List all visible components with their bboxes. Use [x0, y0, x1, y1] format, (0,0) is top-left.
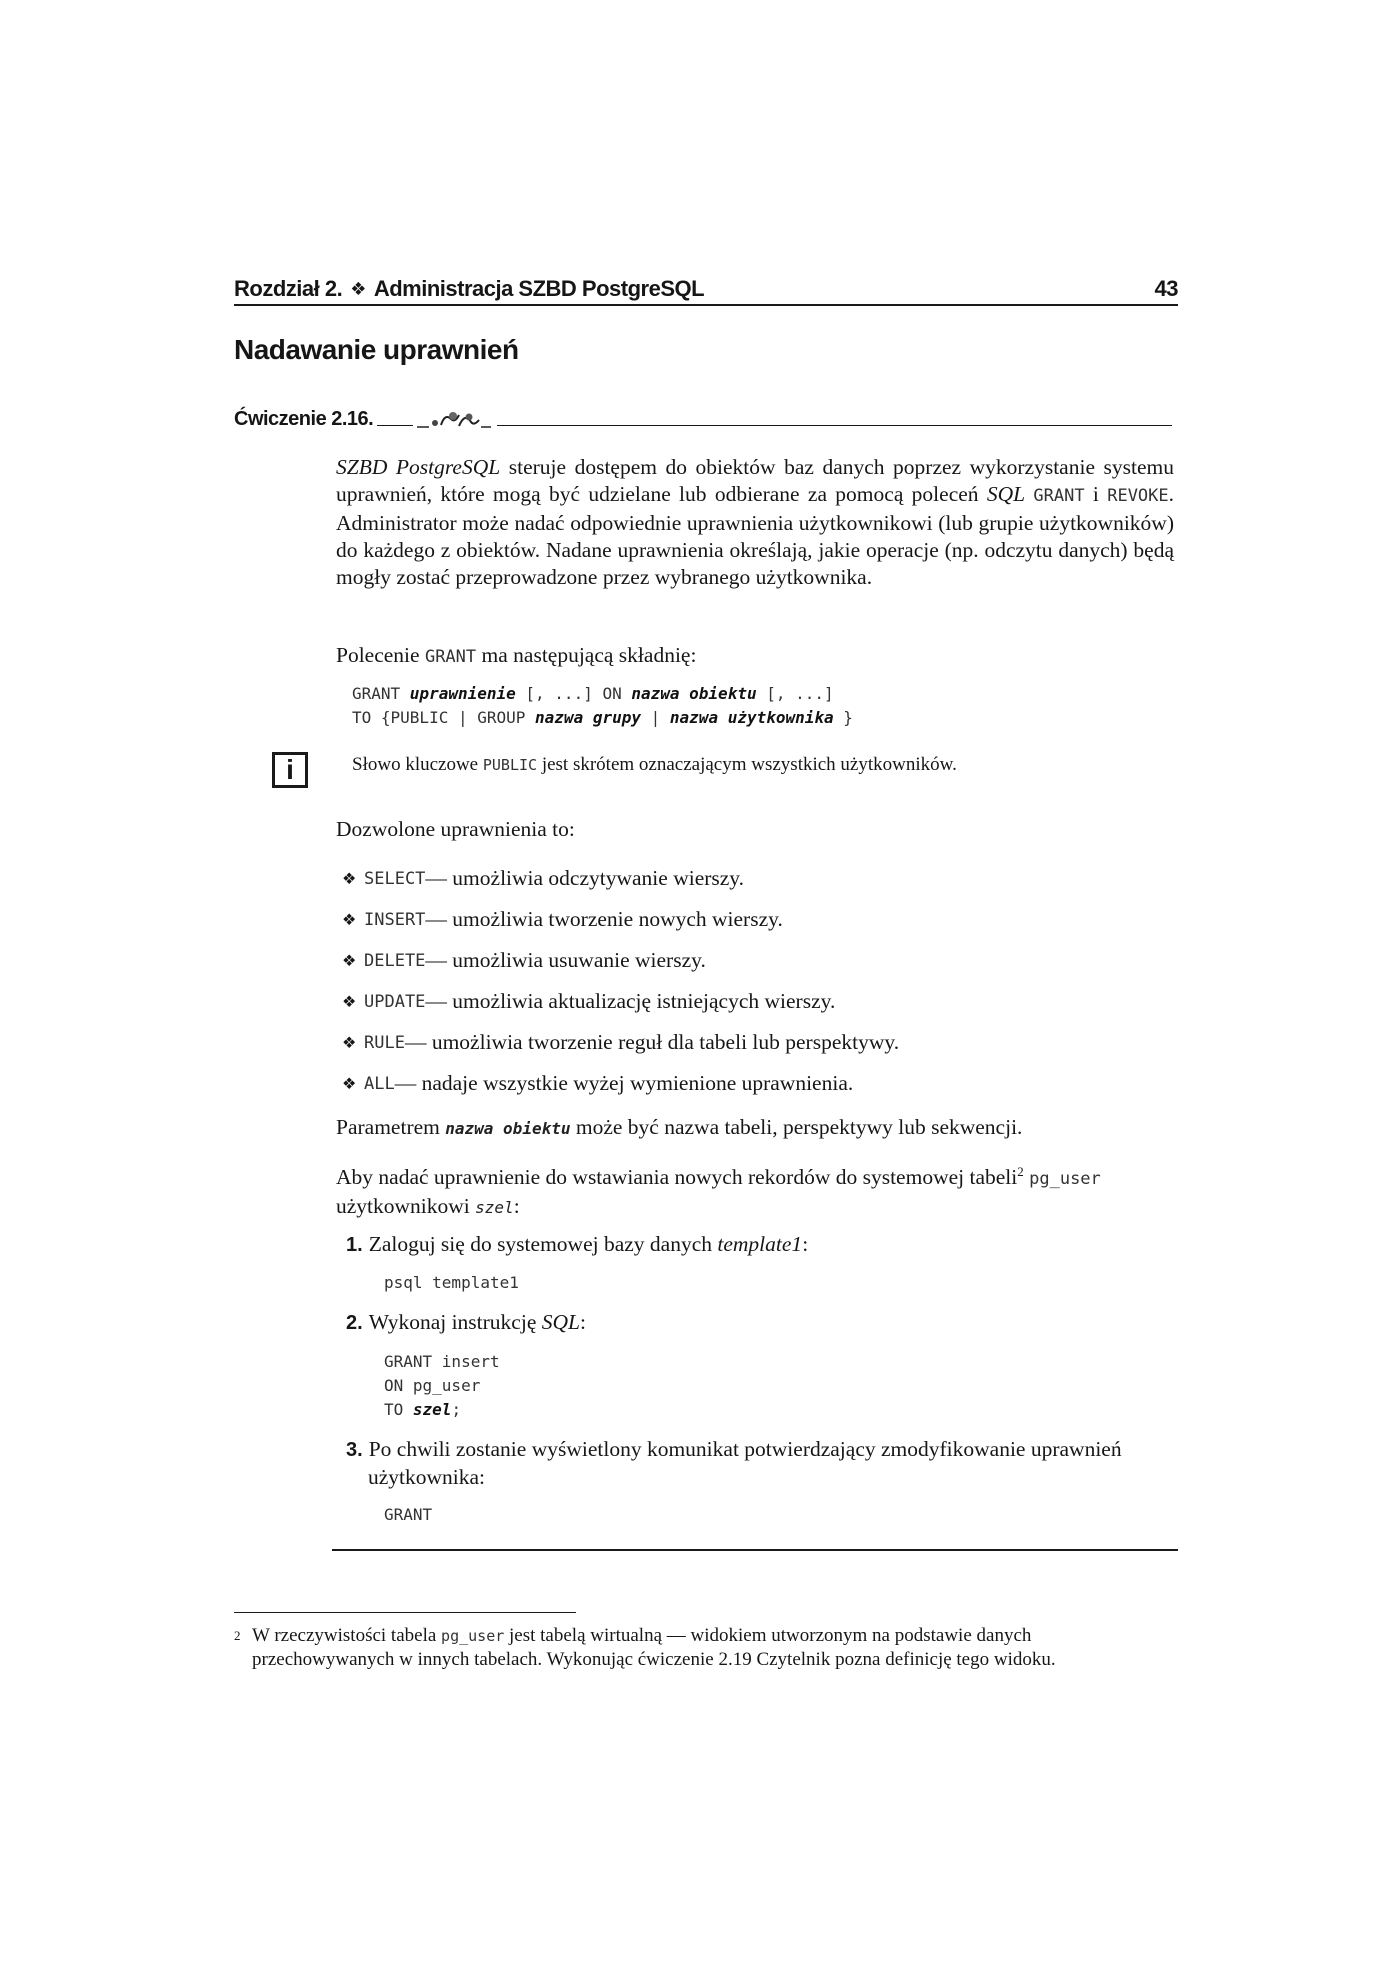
example-pre: Aby nadać uprawnienie do wstawiania nowych rekordów do systemowej tabeli — [336, 1165, 1018, 1189]
note-keyword: PUBLIC — [482, 756, 538, 774]
param-paragraph — [336, 1114, 1174, 1142]
privilege-keyword: UPDATE — [364, 991, 426, 1012]
param-name: nazwa obiektu — [445, 1119, 571, 1138]
diamond-bullet-icon: ❖ — [342, 993, 357, 1011]
privilege-keyword: SELECT — [364, 868, 426, 889]
code-line: GRANT insert — [384, 1352, 500, 1371]
steps-list — [346, 1232, 808, 1257]
diamond-bullet-icon: ❖ — [350, 278, 366, 299]
intro-paragraph — [336, 454, 1174, 591]
list-item — [342, 1022, 899, 1063]
example-mid: użytkownikowi — [336, 1194, 476, 1218]
param-post: może być nazwa tabeli, perspektywy lub sekwencji. — [570, 1115, 1023, 1139]
privilege-keyword: RULE — [364, 1032, 405, 1053]
privileges-list — [342, 858, 899, 1104]
exercise-heading — [234, 404, 1172, 434]
list-item — [342, 1063, 899, 1104]
page-number: 43 — [1154, 276, 1178, 301]
running-header — [234, 272, 1178, 306]
diamond-bullet-icon: ❖ — [342, 1075, 357, 1093]
list-item — [342, 899, 899, 940]
step-emphasis: template1 — [717, 1232, 803, 1256]
step-number: 2. — [346, 1312, 363, 1334]
step-text: Po chwili zostanie wyświetlony komunikat potwierdzający zmodyfikowanie uprawnień użytkownika: — [368, 1437, 1122, 1489]
step-number: 3. — [346, 1439, 363, 1461]
privilege-desc: — umożliwia tworzenie reguł dla tabeli lub perspektywy. — [404, 1030, 900, 1054]
privilege-keyword: ALL — [364, 1073, 395, 1094]
privilege-keyword: INSERT — [364, 909, 426, 930]
code-line: TO — [384, 1400, 413, 1419]
revoke-keyword: REVOKE — [1107, 486, 1169, 506]
chapter-title: Administracja SZBD PostgreSQL — [373, 276, 705, 301]
syntax-placeholder: nazwa obiektu — [631, 684, 757, 703]
step-text: Zaloguj się do systemowej bazy danych — [368, 1232, 718, 1256]
syntax-part: | — [641, 708, 670, 727]
syntax-part: TO {PUBLIC | GROUP — [352, 708, 536, 727]
param-pre: Parametrem — [336, 1115, 446, 1139]
list-item — [346, 1310, 586, 1335]
step-1-code: psql template1 — [384, 1273, 519, 1292]
footnote — [234, 1624, 1164, 1672]
syntax-part: } — [833, 708, 853, 727]
list-item — [342, 858, 899, 899]
intro-text-1: steruje dostępem do obiektów baz danych poprzez wykorzystanie systemu uprawnień, które mogą być udzielane lub odbierane za pomocą poleceń — [336, 455, 1174, 506]
example-table: pg_user — [1029, 1169, 1101, 1189]
footnote-post: jest tabelą wirtualną — widokiem utworzonym na podstawie danych przechowywanych w innych tabelach. Wykonując ćwiczenie 2.19 Czytelnik pozna definicję tego widoku. — [252, 1625, 1056, 1670]
privilege-desc: — nadaje wszystkie wyżej wymienione uprawnienia. — [394, 1071, 854, 1095]
diamond-bullet-icon: ❖ — [342, 870, 357, 888]
intro-conjunction: i — [1084, 482, 1108, 506]
privilege-desc: — umożliwia odczytywanie wierszy. — [425, 866, 745, 890]
code-placeholder: szel — [412, 1400, 452, 1419]
note-post: jest skrótem oznaczającym wszystkich użytkowników. — [537, 754, 957, 775]
example-post: : — [513, 1194, 520, 1218]
exercise-rule — [497, 425, 1172, 426]
privilege-keyword: DELETE — [364, 950, 426, 971]
grant-keyword: GRANT — [1033, 486, 1085, 506]
step-number: 1. — [346, 1234, 363, 1256]
note-text — [352, 754, 957, 776]
footnote-mark: 2 — [234, 1628, 241, 1643]
privilege-desc: — umożliwia usuwanie wierszy. — [425, 948, 706, 972]
code-line: ; — [451, 1400, 462, 1419]
footnote-ref: 2 — [1017, 1163, 1024, 1179]
syntax-intro-cmd: GRANT — [424, 647, 477, 667]
intro-text-2: . Administrator może nadać odpowiednie uprawnienia użytkownikowi (lub grupie użytkowników) do każdego z obiektów. Nadane uprawnienia określają, jakie operacje (np. odczytu danych) będą mogły zostać przeprowadzone przez wybranego użytkownika. — [336, 482, 1175, 589]
szbd-name: SZBD PostgreSQL — [336, 455, 501, 479]
step-2-code — [384, 1350, 500, 1422]
list-item — [346, 1232, 808, 1257]
list-item — [342, 940, 899, 981]
note-pre: Słowo kluczowe — [352, 754, 483, 775]
sql-term: SQL — [986, 482, 1026, 506]
syntax-part: [, ...] ON — [515, 684, 632, 703]
diamond-bullet-icon: ❖ — [342, 911, 357, 929]
diamond-bullet-icon: ❖ — [342, 952, 357, 970]
footnote-table: pg_user — [441, 1627, 505, 1645]
footnote-pre: W rzeczywistości tabela — [252, 1625, 442, 1646]
chapter-label: Rozdział 2. — [234, 276, 343, 301]
exercise-label: Ćwiczenie 2.16. — [234, 407, 374, 430]
syntax-placeholder: uprawnienie — [409, 684, 516, 703]
syntax-placeholder: nazwa użytkownika — [669, 708, 834, 727]
exercise-rule-left — [377, 425, 413, 426]
step-text: : — [802, 1232, 809, 1256]
example-user: szel — [475, 1198, 514, 1217]
step-3-code: GRANT — [384, 1505, 433, 1524]
code-line: ON pg_user — [384, 1376, 481, 1395]
syntax-placeholder: nazwa grupy — [535, 708, 641, 727]
steps-list — [346, 1310, 586, 1335]
step-3 — [346, 1436, 1166, 1491]
diamond-bullet-icon: ❖ — [342, 1034, 357, 1052]
privilege-desc: — umożliwia aktualizację istniejących wierszy. — [425, 989, 836, 1013]
syntax-part: [, ...] — [756, 684, 834, 703]
syntax-intro-pre: Polecenie — [336, 643, 425, 667]
privileges-intro: Dozwolone uprawnienia to: — [336, 817, 575, 841]
syntax-code-block — [352, 682, 853, 730]
footnote-body — [252, 1624, 1164, 1672]
step-text: : — [579, 1310, 586, 1334]
privilege-desc: — umożliwia tworzenie nowych wierszy. — [425, 907, 783, 931]
syntax-intro — [336, 642, 1174, 671]
exercise-end-rule — [332, 1549, 1178, 1551]
syntax-part: GRANT — [352, 684, 410, 703]
step-text: Wykonaj instrukcję — [368, 1310, 542, 1334]
exercise-ornament-icon — [415, 408, 493, 430]
example-intro — [336, 1164, 1174, 1221]
info-icon: i — [272, 752, 308, 788]
footnote-rule — [234, 1612, 576, 1613]
list-item — [342, 981, 899, 1022]
step-emphasis: SQL — [541, 1310, 580, 1334]
section-title: Nadawanie uprawnień — [234, 334, 519, 365]
syntax-intro-post: ma następującą składnię: — [476, 643, 697, 667]
